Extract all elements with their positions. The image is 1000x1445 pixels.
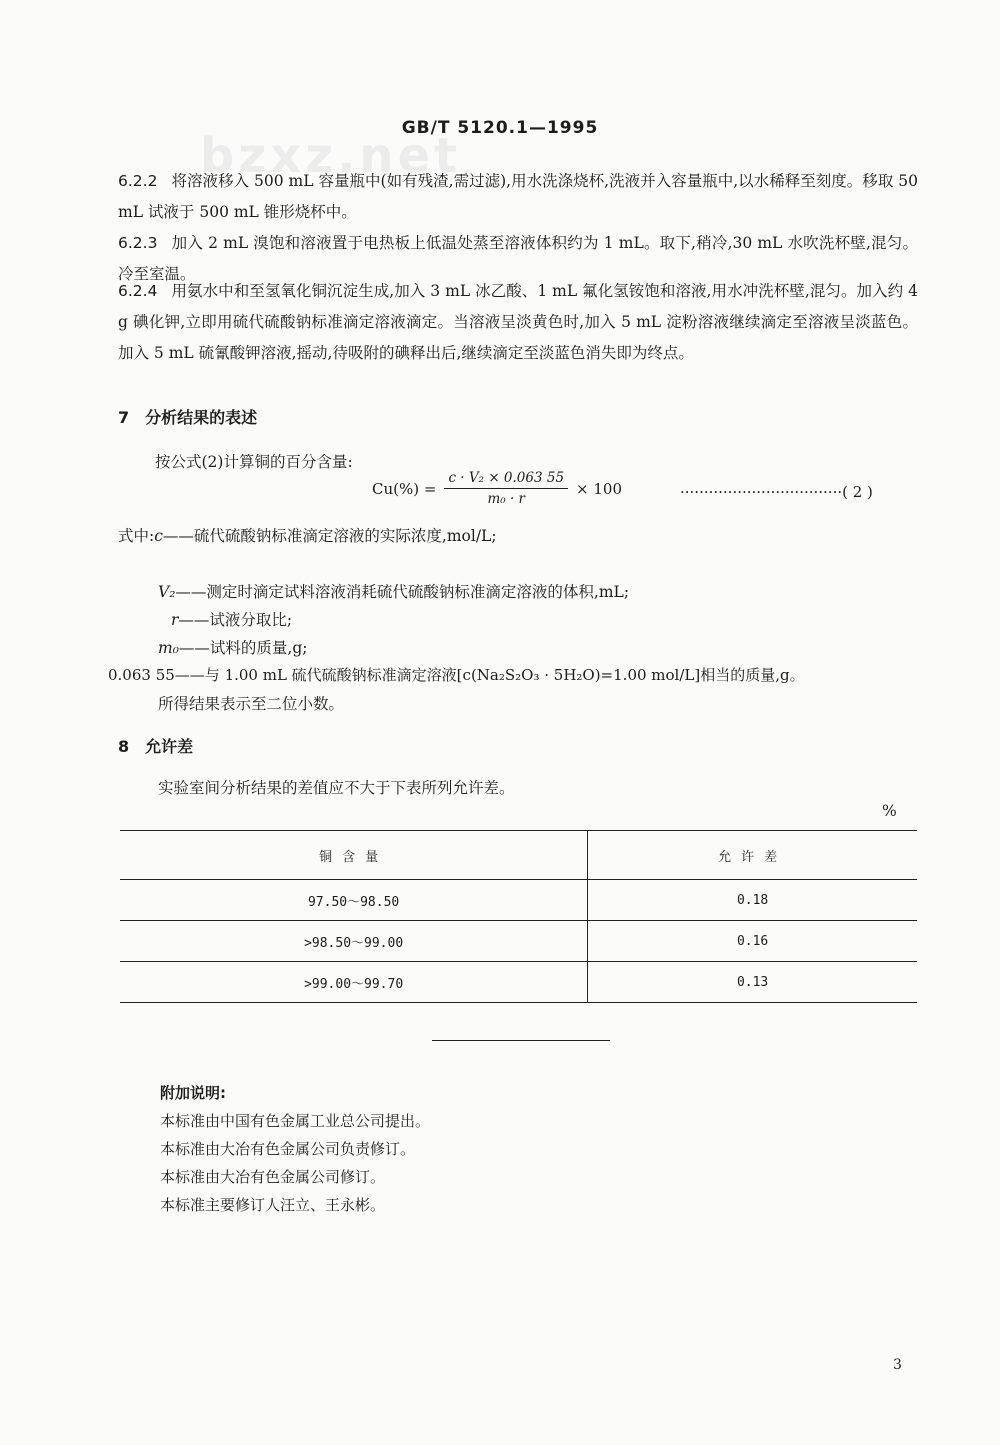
section-title: 分析结果的表述 (145, 408, 258, 427)
var-symbol: V₂ (158, 583, 176, 601)
cell-tolerance: 0.16 (588, 921, 917, 962)
table-row (120, 880, 917, 921)
table-unit: % (882, 802, 897, 820)
appendix-line: 本标准主要修订人汪立、王永彬。 (160, 1196, 386, 1214)
var-constant (108, 664, 805, 685)
cell-copper-content: >98.50～99.00 (120, 921, 588, 962)
copper-formula (372, 470, 622, 507)
where-prefix: 式中: (118, 527, 155, 545)
cell-tolerance: 0.13 (588, 962, 917, 1003)
section-8-intro: 实验室间分析结果的差值应不大于下表所列允许差。 (158, 779, 515, 797)
table-row (120, 921, 917, 962)
section-8-heading (118, 734, 193, 757)
clause-text: 加入 2 mL 溴饱和溶液置于电热板上低温处蒸至溶液体积约为 1 mL。取下,稍冷,30 mL 水吹洗杯壁,混匀。冷至室温。 (118, 234, 918, 283)
formula-label: ··································( 2 ) (680, 483, 873, 501)
table-row (120, 962, 917, 1003)
tolerance-table (120, 830, 917, 1003)
var-desc: ——与 1.00 mL 硫代硫酸钠标准滴定溶液[c(Na₂S₂O₃ · 5H₂O)=1.00 mol/L]相当的质量,g。 (174, 666, 805, 684)
where-line (118, 524, 497, 546)
watermark: bzxz.net (200, 128, 462, 184)
page-number: 3 (893, 1357, 902, 1373)
clause-6-2-2 (118, 166, 918, 228)
var-symbol: 0.063 55 (108, 666, 175, 684)
var-desc: ——硫代硫酸钠标准滴定溶液的实际浓度,mol/L; (162, 527, 497, 545)
section-7-heading (118, 405, 257, 428)
document-code-header: GB/T 5120.1—1995 (401, 118, 599, 138)
result-note: 所得结果表示至二位小数。 (158, 695, 345, 713)
clause-number: 6.2.4 (118, 282, 158, 300)
table-header-row (120, 831, 917, 880)
section-title: 允许差 (145, 737, 194, 756)
cell-copper-content: >99.00～99.70 (120, 962, 588, 1003)
var-r (171, 608, 292, 630)
clause-number: 6.2.2 (118, 172, 158, 190)
header-copper-content: 铜含量 (120, 831, 588, 880)
formula-fraction (444, 470, 568, 507)
formula-numerator: c · V₂ × 0.063 55 (444, 470, 568, 489)
var-v2 (158, 580, 629, 602)
section-number: 7 (118, 408, 130, 427)
section-7-intro: 按公式(2)计算铜的百分含量: (155, 453, 353, 471)
formula-denominator: m₀ · r (487, 491, 526, 507)
clause-text: 将溶液移入 500 mL 容量瓶中(如有残渣,需过滤),用水洗涤烧杯,洗液并入容量瓶中,以水稀释至刻度。移取 50 mL 试液于 500 mL 锥形烧杯中。 (118, 172, 918, 221)
var-symbol: m₀ (158, 639, 179, 657)
var-m0 (158, 636, 308, 658)
appendix-title: 附加说明: (160, 1084, 226, 1102)
var-desc: ——试液分取比; (178, 611, 293, 629)
cell-copper-content: 97.50～98.50 (120, 880, 588, 921)
var-symbol: r (171, 611, 179, 629)
appendix-line: 本标准由中国有色金属工业总公司提出。 (160, 1112, 431, 1130)
appendix-line: 本标准由大冶有色金属公司修订。 (160, 1168, 386, 1186)
clause-number: 6.2.3 (118, 234, 158, 252)
var-desc: ——试料的质量,g; (178, 639, 308, 657)
var-desc: ——测定时滴定试料溶液消耗硫代硫酸钠标准滴定溶液的体积,mL; (175, 583, 630, 601)
formula-lhs: Cu(%) = (372, 479, 437, 498)
clause-text: 用氨水中和至氢氧化铜沉淀生成,加入 3 mL 冰乙酸、1 mL 氟化氢铵饱和溶液,用水冲洗杯壁,混匀。加入约 4 g 碘化钾,立即用硫代硫酸钠标准滴定溶液滴定。当溶液呈淡黄色时,加入 5 mL 淀粉溶液继续滴定至溶液呈淡蓝色。加入 5 mL 硫氰酸钾溶液,摇动,待吸附的碘释出后,继续滴定至淡蓝色消失即为终点。 (118, 282, 918, 362)
end-divider (432, 1040, 610, 1041)
header-tolerance: 允许差 (588, 831, 917, 880)
formula-suffix: × 100 (576, 479, 623, 498)
clause-6-2-4 (118, 276, 918, 369)
cell-tolerance: 0.18 (588, 880, 917, 921)
var-symbol: c (154, 527, 163, 545)
section-number: 8 (118, 737, 130, 756)
appendix-line: 本标准由大冶有色金属公司负责修订。 (160, 1140, 416, 1158)
